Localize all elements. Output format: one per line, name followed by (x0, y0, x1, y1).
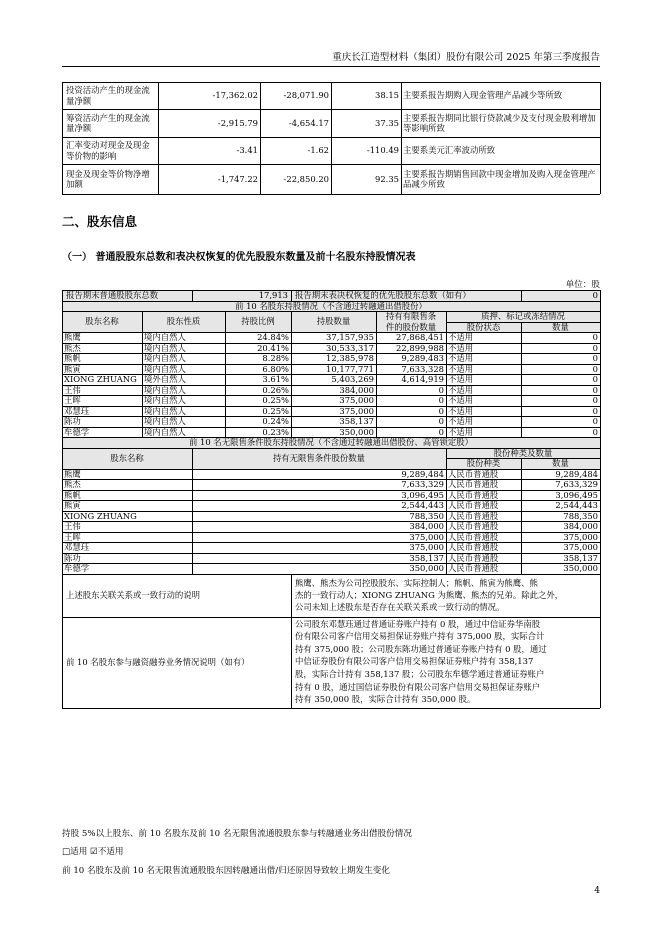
table-rule (521, 406, 522, 417)
cashflow-prior-value: -1.62 (307, 145, 329, 156)
shareholder-qty: 30,533,317 (326, 342, 374, 353)
unrestricted-holder-qty: 375,000 (409, 542, 444, 552)
table-rule (192, 521, 193, 532)
shareholder-ratio: 24.84% (257, 332, 289, 342)
share-class-type: 人民币普通股 (448, 531, 499, 542)
table-rule (446, 385, 447, 396)
shareholder-pledge-count: 0 (592, 416, 598, 426)
shareholder-pledge-count: 0 (592, 342, 598, 353)
related-parties-text: 熊鹰、熊杰为公司控股股东、实际控制人；熊帆、熊寅为熊鹰、熊 (295, 577, 538, 588)
col-header-count: 数量 (552, 321, 569, 332)
col-header-name: 股东名称 (85, 316, 119, 327)
table-rule (521, 374, 522, 385)
cashflow-change-reason: 主要系报告期购入现金管理产品减少等所致 (403, 90, 563, 101)
shareholder-pledge-status: 不适用 (448, 384, 474, 395)
table-rule (291, 416, 292, 427)
shareholder-restricted: 0 (438, 384, 444, 395)
shareholder-pledge-status: 不适用 (448, 363, 474, 374)
cashflow-change-reason: 主要系报告期销售回款中现金增加及购入现金管理产品减少所致 (403, 168, 596, 189)
preferred-holders-label: 报告期末表决权恢复的优先股股东总数（如有） (295, 290, 471, 300)
table-rule (446, 532, 447, 543)
table-rule (225, 395, 226, 406)
table-rule (600, 82, 601, 194)
table-rule (291, 617, 292, 708)
table-rule (142, 353, 143, 364)
table-rule (521, 500, 522, 511)
shareholder-name: 熊杰 (64, 342, 81, 353)
margin-trading-text: 股，实际合计持有 358,137 股；公司股东牟德学通过普通证券账户 (295, 668, 545, 679)
col-header-qty: 持股数量 (316, 316, 351, 327)
shareholder-ratio: 0.23% (262, 426, 289, 437)
shareholder-pledge-count: 0 (592, 426, 598, 437)
table-rule (446, 469, 447, 480)
table-rule (291, 290, 292, 301)
margin-trading-text: 份有限公司客户信用交易担保证券账户持有 375,000 股，实际合计 (295, 631, 545, 642)
cashflow-change-reason: 主要系美元汇率波动所致 (403, 145, 496, 156)
unrestricted-holder-name: 熊杰 (64, 479, 81, 489)
table-rule (192, 553, 193, 564)
table-rule (446, 427, 447, 438)
shareholder-qty: 10,177,771 (326, 363, 374, 374)
shareholder-type: 境内自然人 (144, 342, 186, 353)
table-rule (521, 511, 522, 522)
table-rule (521, 332, 522, 343)
share-class-qty: 9,289,484 (555, 468, 598, 479)
table-rule (142, 364, 143, 375)
table-rule (192, 542, 193, 553)
cashflow-current-value: -3.41 (236, 145, 258, 156)
table-rule (446, 311, 447, 332)
shareholder-pledge-count: 0 (592, 384, 598, 395)
table-rule (62, 708, 600, 709)
shareholder-ratio: 0.24% (262, 416, 289, 426)
cashflow-item-label: 投资活动产生的现金流量净额 (66, 85, 150, 106)
table-rule (142, 385, 143, 396)
table-rule (291, 311, 292, 332)
share-class-qty: 375,000 (563, 531, 598, 542)
table-rule (446, 406, 447, 417)
share-class-qty: 384,000 (563, 521, 598, 531)
table-rule (521, 521, 522, 532)
share-class-qty: 358,137 (563, 552, 598, 563)
shareholder-qty: 358,137 (339, 416, 374, 426)
shareholder-pledge-status: 不适用 (448, 405, 474, 416)
shareholder-qty: 5,403,269 (331, 374, 374, 384)
table-rule (225, 374, 226, 385)
margin-trading-text: 持有 350,000 股，实际合计持有 350,000 股。 (295, 694, 476, 705)
shareholder-restricted: 0 (438, 416, 444, 426)
cashflow-current-value: -1,747.22 (217, 173, 258, 184)
shareholder-name: 王伟 (64, 384, 81, 395)
table-rule (142, 406, 143, 417)
unrestricted-holder-qty: 3,096,495 (401, 489, 444, 500)
unrestricted-holder-qty: 375,000 (409, 531, 444, 542)
shareholder-type: 境内自然人 (144, 384, 186, 395)
table-rule (446, 563, 447, 574)
shareholder-type: 境内自然人 (144, 332, 186, 342)
cashflow-prior-value: -22,850.20 (283, 173, 329, 184)
share-class-type: 人民币普通股 (448, 552, 499, 563)
margin-trading-text: 持有 0 股，通过国信证券股份有限公司客户信用交易担保证券账户 (295, 681, 541, 692)
cashflow-change-reason: 主要系报告期同比银行贷款减少及支付现金股利增加等影响所致 (403, 112, 596, 133)
shareholder-ratio: 0.26% (262, 384, 289, 395)
table-rule (376, 364, 377, 375)
shareholder-ratio: 0.25% (262, 395, 289, 405)
col-header-type: 股东性质 (166, 316, 201, 327)
shareholder-pledge-status: 不适用 (448, 395, 474, 405)
table-rule (446, 521, 447, 532)
table-rule (142, 416, 143, 427)
margin-trading-text: 公司股东邓慧珏通过普通证券账户持有 0 股，通过中信证券华南股 (295, 618, 541, 629)
shareholder-pledge-count: 0 (592, 363, 598, 374)
shareholder-name: 王晖 (64, 395, 81, 405)
unrestricted-holder-name: 熊寅 (64, 500, 81, 510)
cashflow-prior-value: -4,654.17 (288, 117, 329, 128)
col-header-unres-qty: 持有无限售条件股份数量 (272, 452, 366, 463)
shareholder-pledge-count: 0 (592, 374, 598, 384)
unrestricted-holder-name: 陈功 (64, 552, 81, 563)
unrestricted-holder-name: 熊鹰 (64, 468, 81, 479)
table-rule (521, 479, 522, 490)
table-rule (291, 427, 292, 438)
share-class-qty: 788,350 (563, 510, 598, 521)
table-rule (521, 458, 522, 469)
table-rule (142, 374, 143, 385)
related-parties-text: 公司未知上述股东是否存在关联关系或一致行动的情况。 (295, 601, 505, 612)
table-rule (521, 469, 522, 480)
shareholder-pledge-status: 不适用 (448, 416, 474, 426)
share-class-type: 人民币普通股 (448, 489, 499, 500)
table-rule (192, 290, 193, 301)
shareholder-name: 陈功 (64, 416, 81, 426)
table-rule (142, 311, 143, 332)
table-rule (376, 406, 377, 417)
unrestricted-holder-qty: 2,544,443 (401, 500, 444, 510)
shareholder-pledge-status: 不适用 (448, 353, 474, 363)
table-rule (521, 490, 522, 501)
table-rule (521, 532, 522, 543)
table-rule (376, 343, 377, 354)
related-parties-label: 上述股东关联关系或一致行动的说明 (66, 589, 200, 600)
table-rule (521, 395, 522, 406)
shareholder-pledge-status: 不适用 (448, 374, 474, 384)
shareholder-restricted: 0 (438, 426, 444, 437)
table-rule (446, 490, 447, 501)
shareholder-ratio: 8.28% (262, 353, 289, 363)
unrestricted-holder-name: 邓慧珏 (64, 542, 90, 552)
unrestricted-section-title: 前 10 名无限售条件股东持股情况（不含通过转融通出借股份、高管锁定股） (189, 437, 473, 447)
share-class-type: 人民币普通股 (448, 500, 499, 510)
shareholder-pledge-count: 0 (592, 405, 598, 416)
shareholder-restricted: 22,899,988 (396, 342, 444, 353)
table-rule (521, 563, 522, 574)
cashflow-item-label: 现金及现金等价物净增加额 (66, 168, 150, 189)
table-rule (446, 332, 447, 343)
table-rule (521, 364, 522, 375)
table-rule (521, 385, 522, 396)
shareholder-qty: 384,000 (339, 384, 374, 395)
cashflow-prior-value: -28,071.90 (283, 90, 329, 101)
table-rule (142, 343, 143, 354)
col-header-ratio: 持股比例 (241, 316, 275, 327)
table-rule (446, 395, 447, 406)
table-rule (600, 290, 601, 708)
table-rule (291, 353, 292, 364)
table-rule (291, 343, 292, 354)
table-rule (192, 511, 193, 522)
cashflow-item-label: 汇率变动对现金及现金等价物的影响 (66, 140, 150, 161)
share-class-type: 人民币普通股 (448, 479, 499, 489)
shareholder-ratio: 6.80% (262, 363, 289, 374)
total-holders-label: 报告期末普通股股东总数 (66, 290, 159, 300)
shareholder-ratio: 3.61% (262, 374, 289, 384)
table-rule (521, 322, 522, 333)
shareholder-qty: 37,157,935 (326, 332, 374, 342)
table-rule (291, 406, 292, 417)
table-rule (142, 332, 143, 343)
shareholder-pledge-status: 不适用 (448, 426, 474, 437)
share-class-qty: 2,544,443 (555, 500, 598, 510)
section-title: 二、股东信息 (62, 214, 138, 229)
table-rule (192, 563, 193, 574)
table-rule (225, 385, 226, 396)
shareholder-restricted: 0 (438, 405, 444, 416)
table-rule (521, 290, 522, 301)
table-rule (521, 553, 522, 564)
subsection-title: （一） 普通股股东总数和表决权恢复的优先股股东数量及前十名股东持股情况表 (62, 252, 416, 263)
share-class-type: 人民币普通股 (448, 468, 499, 479)
table-rule (376, 332, 377, 343)
unrestricted-holder-qty: 9,289,484 (401, 468, 444, 479)
unrestricted-holder-qty: 358,137 (409, 552, 444, 563)
table-rule (376, 311, 377, 332)
col-header-class-type: 股份种类 (466, 458, 501, 468)
table-rule (521, 542, 522, 553)
shareholder-pledge-status: 不适用 (448, 332, 474, 342)
table-rule (446, 542, 447, 553)
shareholder-qty: 375,000 (339, 405, 374, 416)
table-rule (446, 322, 600, 323)
table-rule (192, 479, 193, 490)
share-class-type: 人民币普通股 (448, 521, 499, 531)
col-header-status: 股份状态 (466, 321, 501, 332)
shareholder-restricted: 27,868,451 (396, 332, 444, 342)
shareholder-type: 境外自然人 (144, 374, 186, 384)
table-rule (142, 395, 143, 406)
table-rule (142, 427, 143, 438)
shareholder-name: XIONG ZHUANG (64, 374, 137, 384)
shareholder-type: 境内自然人 (144, 395, 186, 405)
cashflow-change-pct: -110.49 (366, 145, 399, 156)
shareholder-pledge-count: 0 (592, 332, 598, 342)
shareholder-name: 熊帆 (64, 353, 81, 363)
shareholder-ratio: 0.25% (262, 405, 289, 416)
unrestricted-holder-qty: 7,633,329 (401, 479, 444, 489)
unrestricted-holder-name: 王伟 (64, 521, 81, 531)
share-class-qty: 3,096,495 (555, 489, 598, 500)
applicability-checkbox: □适用 ☑不适用 (62, 847, 124, 857)
margin-trading-text: 持有 375,000 股；公司股东陈功通过普通证券账户持有 0 股，通过 (295, 643, 547, 654)
related-parties-text: 杰的一致行动人；XIONG ZHUANG 为熊鹰、熊杰的兄弟。除此之外， (295, 589, 564, 600)
cashflow-change-pct: 37.35 (375, 117, 399, 128)
unrestricted-holder-qty: 350,000 (409, 563, 444, 573)
table-rule (376, 374, 377, 385)
footer-note-1: 持股 5%以上股东、前 10 名股东及前 10 名无限售流通股股东参与转融通业务出借股份情况 (62, 829, 412, 839)
table-rule (446, 353, 447, 364)
shareholder-restricted: 4,614,919 (401, 374, 444, 384)
table-rule (376, 353, 377, 364)
footer-note-2: 前 10 名股东及前 10 名无限售流通股股东因转融通出借/归还原因导致较上期发生变化 (62, 866, 390, 876)
unrestricted-holder-name: 熊帆 (64, 489, 81, 500)
col-header-restricted: 件的股份数量 (385, 321, 437, 332)
table-rule (225, 406, 226, 417)
table-rule (446, 364, 447, 375)
table-rule (291, 332, 292, 343)
table-rule (446, 374, 447, 385)
total-holders-value: 17,913 (258, 290, 288, 300)
shareholder-type: 境内自然人 (144, 426, 186, 437)
table-rule (225, 311, 226, 332)
unrestricted-holder-name: 王晖 (64, 531, 81, 542)
shareholder-qty: 12,385,978 (326, 353, 374, 363)
table-rule (225, 332, 226, 343)
shareholder-restricted: 0 (438, 395, 444, 405)
page-number: 4 (594, 886, 600, 896)
shareholder-qty: 375,000 (339, 395, 374, 405)
table-rule (446, 448, 447, 469)
shareholder-name: 熊寅 (64, 363, 81, 374)
shareholder-restricted: 9,289,483 (401, 353, 444, 363)
unrestricted-holder-qty: 788,350 (409, 510, 444, 521)
cashflow-current-value: -2,915.79 (217, 117, 258, 128)
table-rule (192, 490, 193, 501)
margin-trading-label: 前 10 名股东参与融资融券业务情况说明（如有） (66, 656, 250, 667)
cashflow-item-label: 筹资活动产生的现金流量净额 (66, 112, 150, 133)
table-rule (521, 416, 522, 427)
table-rule (192, 469, 193, 480)
table-rule (521, 343, 522, 354)
cashflow-change-pct: 92.35 (375, 173, 399, 184)
table-rule (446, 511, 447, 522)
table-rule (291, 385, 292, 396)
shareholder-type: 境内自然人 (144, 416, 186, 426)
shareholder-name: 熊鹰 (64, 332, 81, 342)
table-rule (192, 448, 193, 469)
table-rule (225, 364, 226, 375)
shareholder-restricted: 7,633,328 (401, 363, 444, 374)
unrestricted-holder-name: XIONG ZHUANG (64, 510, 137, 521)
share-class-qty: 350,000 (563, 563, 598, 573)
table-rule (192, 532, 193, 543)
share-class-qty: 7,633,329 (555, 479, 598, 489)
table-rule (446, 343, 447, 354)
table-rule (376, 416, 377, 427)
table-rule (62, 194, 600, 195)
shareholder-pledge-count: 0 (592, 395, 598, 405)
col-header-share-class: 股份种类及数量 (493, 447, 553, 458)
table-rule (376, 395, 377, 406)
unrestricted-holder-name: 牟德学 (64, 563, 90, 573)
preferred-holders-value: 0 (592, 290, 598, 300)
table-rule (446, 416, 447, 427)
table-rule (225, 343, 226, 354)
shareholder-pledge-count: 0 (592, 353, 598, 363)
table-rule (446, 500, 447, 511)
share-class-type: 人民币普通股 (448, 542, 499, 552)
shareholder-type: 境内自然人 (144, 363, 186, 374)
table-rule (192, 500, 193, 511)
share-class-qty: 375,000 (563, 542, 598, 552)
table-rule (446, 553, 447, 564)
unit-label: 单位：股 (565, 280, 600, 290)
table-rule (521, 427, 522, 438)
table-rule (291, 574, 292, 617)
table-rule (225, 427, 226, 438)
share-class-type: 人民币普通股 (448, 510, 499, 521)
shareholder-pledge-status: 不适用 (448, 342, 474, 353)
shareholder-name: 邓慧珏 (64, 405, 90, 416)
margin-trading-text: 中信证券股份有限公司客户信用交易担保证券账户持有 358,137 (295, 656, 534, 667)
col-header-pledge: 质押、标记或冻结情况 (481, 311, 565, 321)
cashflow-current-value: -17,362.02 (212, 90, 258, 101)
top10-section-title: 前 10 名股东持股情况（不含通过转融通出借股份） (235, 300, 427, 311)
table-rule (376, 427, 377, 438)
report-header-title: 重庆长江造型材料（集团）股份有限公司 2025 年第三季度报告 (332, 52, 600, 63)
table-rule (376, 385, 377, 396)
shareholder-ratio: 20.41% (257, 342, 289, 353)
table-rule (62, 290, 600, 291)
shareholder-name: 牟德学 (64, 426, 90, 437)
col-header-class-qty: 数量 (552, 458, 569, 468)
shareholder-type: 境内自然人 (144, 405, 186, 416)
header-divider (62, 66, 600, 67)
table-rule (446, 479, 447, 490)
table-rule (291, 364, 292, 375)
table-rule (62, 290, 63, 708)
col-header-unres-name: 股东名称 (110, 452, 144, 463)
share-class-type: 人民币普通股 (448, 563, 499, 573)
table-rule (291, 374, 292, 385)
table-rule (225, 353, 226, 364)
table-rule (291, 395, 292, 406)
col-header-restricted: 持有有限售条 (385, 311, 437, 321)
shareholder-qty: 350,000 (339, 426, 374, 437)
table-rule (521, 353, 522, 364)
unrestricted-holder-qty: 384,000 (409, 521, 444, 531)
shareholder-type: 境内自然人 (144, 353, 186, 363)
table-rule (225, 416, 226, 427)
cashflow-change-pct: 38.15 (375, 90, 399, 101)
